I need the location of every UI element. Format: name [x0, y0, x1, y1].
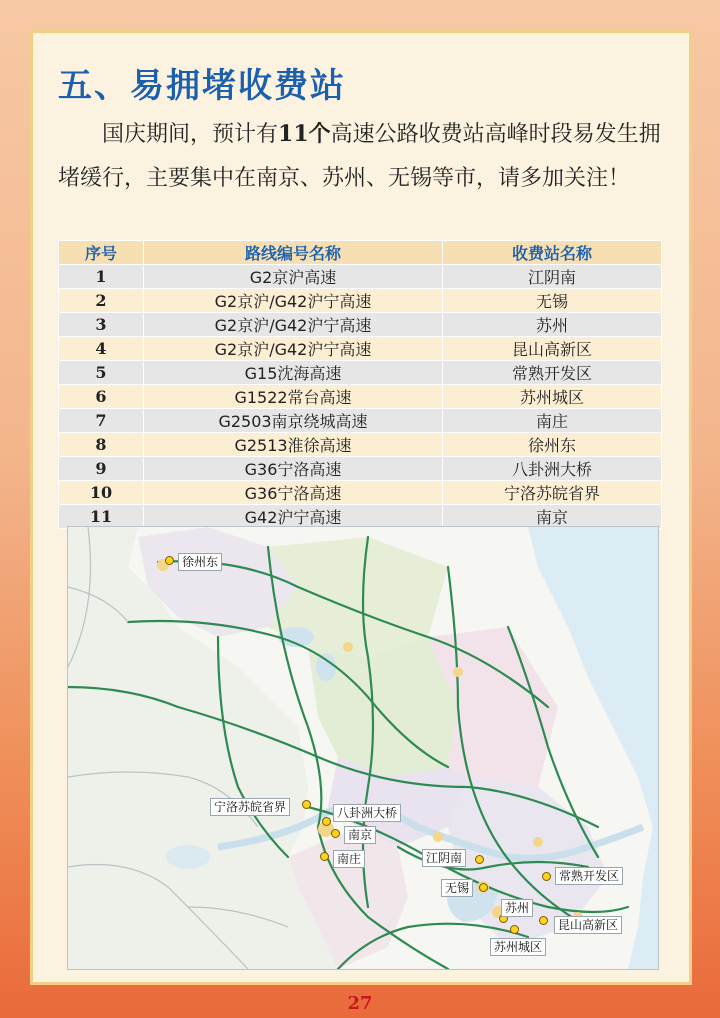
station-marker-changshu	[542, 872, 551, 881]
map-label-kunshan: 昆山高新区	[554, 916, 622, 934]
row-route: G42沪宁高速	[144, 505, 443, 529]
map-label-wuxi: 无锡	[441, 879, 473, 897]
row-index: 9	[59, 457, 144, 481]
row-route: G2503南京绕城高速	[144, 409, 443, 433]
table-row	[59, 337, 662, 361]
intro-count: 11个	[278, 121, 331, 147]
row-index: 2	[59, 289, 144, 313]
intro-paragraph	[58, 112, 668, 201]
map-label-ningluo: 宁洛苏皖省界	[210, 798, 290, 816]
row-route: G2京沪/G42沪宁高速	[144, 337, 443, 361]
row-route: G1522常台高速	[144, 385, 443, 409]
header-station: 收费站名称	[443, 241, 662, 265]
row-index: 6	[59, 385, 144, 409]
row-station: 苏州城区	[443, 385, 662, 409]
station-marker-nanzhuang	[320, 852, 329, 861]
map-label-jiangyinnan: 江阴南	[422, 849, 466, 867]
station-marker-suzhouchengqu	[510, 925, 519, 934]
row-route: G36宁洛高速	[144, 481, 443, 505]
row-station: 徐州东	[443, 433, 662, 457]
row-route: G2513淮徐高速	[144, 433, 443, 457]
station-marker-jiangyinnan	[475, 855, 484, 864]
table-header-row	[59, 241, 662, 265]
table-row	[59, 289, 662, 313]
row-route: G36宁洛高速	[144, 457, 443, 481]
intro-text-1: 国庆期间，预计有	[102, 122, 279, 147]
row-index: 3	[59, 313, 144, 337]
row-station: 南庄	[443, 409, 662, 433]
table-row	[59, 385, 662, 409]
table-row	[59, 505, 662, 529]
table-row	[59, 457, 662, 481]
station-marker-baguazhou	[322, 817, 331, 826]
row-station: 江阴南	[443, 265, 662, 289]
map-label-baguazhou: 八卦洲大桥	[333, 804, 401, 822]
station-marker-nanjing	[331, 829, 340, 838]
row-station: 宁洛苏皖省界	[443, 481, 662, 505]
map-label-xuzhoudong: 徐州东	[178, 553, 222, 571]
table-row	[59, 481, 662, 505]
station-marker-xuzhoudong	[165, 556, 174, 565]
row-index: 11	[59, 505, 144, 529]
table-row	[59, 265, 662, 289]
table-row	[59, 433, 662, 457]
row-route: G2京沪/G42沪宁高速	[144, 313, 443, 337]
row-index: 7	[59, 409, 144, 433]
table-row	[59, 409, 662, 433]
row-index: 4	[59, 337, 144, 361]
map-label-suzhouchengqu: 苏州城区	[490, 938, 546, 956]
map-label-nanjing: 南京	[344, 826, 376, 844]
row-station: 八卦洲大桥	[443, 457, 662, 481]
row-station: 无锡	[443, 289, 662, 313]
map-label-nanzhuang: 南庄	[333, 850, 365, 868]
row-station: 常熟开发区	[443, 361, 662, 385]
header-index: 序号	[59, 241, 144, 265]
row-index: 8	[59, 433, 144, 457]
row-station: 苏州	[443, 313, 662, 337]
map-label-suzhou: 苏州	[501, 899, 533, 917]
station-marker-kunshan	[539, 916, 548, 925]
row-station: 南京	[443, 505, 662, 529]
row-station: 昆山高新区	[443, 337, 662, 361]
row-index: 1	[59, 265, 144, 289]
station-marker-ningluo	[302, 800, 311, 809]
map-background	[68, 527, 658, 969]
page-number: 27	[347, 993, 373, 1014]
map-label-changshu: 常熟开发区	[555, 867, 623, 885]
section-title: 五、易拥堵收费站	[58, 66, 346, 106]
station-marker-wuxi	[479, 883, 488, 892]
header-route: 路线编号名称	[144, 241, 443, 265]
table-row	[59, 313, 662, 337]
toll-station-table	[58, 240, 662, 529]
row-route: G15沈海高速	[144, 361, 443, 385]
row-index: 10	[59, 481, 144, 505]
table-row	[59, 361, 662, 385]
row-route: G2京沪/G42沪宁高速	[144, 289, 443, 313]
row-index: 5	[59, 361, 144, 385]
intro-text-2: 高速公路收费站高峰时段易发生拥堵缓行，主要集中在南京、苏州、无锡等市，请多加关注！	[58, 122, 661, 191]
toll-station-map	[67, 526, 659, 970]
row-route: G2京沪高速	[144, 265, 443, 289]
